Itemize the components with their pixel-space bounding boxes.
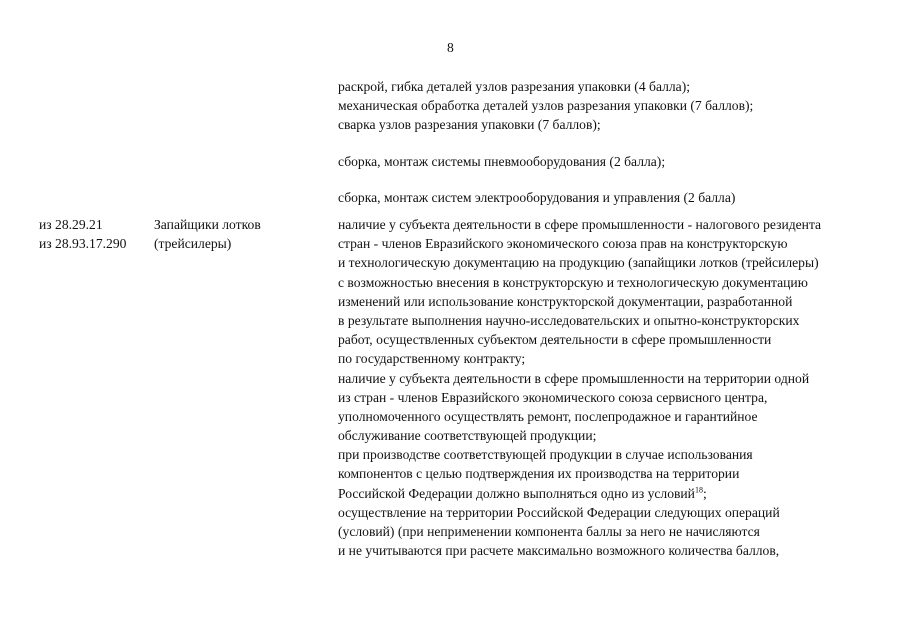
requirement-line: сборка, монтаж систем электрооборудования и управления (2 балла) xyxy=(338,189,736,205)
requirement-line: изменений или использование конструкторской документации, разработанной xyxy=(338,293,793,309)
requirement-line: раскрой, гибка деталей узлов разрезания упаковки (4 балла); xyxy=(338,79,691,94)
requirement-line: стран - членов Евразийского экономического союза прав на конструкторскую xyxy=(338,236,788,252)
product-code: из 28.93.17.290 xyxy=(39,236,127,252)
requirement-line: сборка, монтаж системы пневмооборудования (2 балла); xyxy=(338,153,666,169)
requirement-line: и технологическую документацию на продукцию (запайщики лотков (трейсилеры) xyxy=(338,255,819,271)
requirement-line: (условий) (при неприменении компонента баллы за него не начисляются xyxy=(338,524,760,539)
footnote-ref: 18 xyxy=(694,485,703,495)
continued-requirements xyxy=(338,77,898,207)
requirement-line: в результате выполнения научно-исследовательских и опытно-конструкторских xyxy=(338,312,800,328)
product-code-cell xyxy=(39,215,151,253)
requirement-line: с возможностью внесения в конструкторскую и технологическую документацию xyxy=(338,274,808,290)
requirements-cell xyxy=(338,215,898,560)
requirement-line: наличие у субъекта деятельности в сфере промышленности - налогового резидента xyxy=(338,217,822,232)
requirement-line: работ, осуществленных субъектом деятельности в сфере промышленности xyxy=(338,332,772,348)
requirement-line: по государственному контракту; xyxy=(338,351,526,367)
requirement-line: механическая обработка деталей узлов разрезания упаковки (7 баллов); xyxy=(338,98,754,114)
product-name-cell xyxy=(154,215,324,253)
product-code: из 28.29.21 xyxy=(39,217,103,232)
requirement-text: Российской Федерации должно выполняться одно из условий xyxy=(338,485,695,501)
page-number: 8 xyxy=(447,40,454,55)
requirement-line: сварка узлов разрезания упаковки (7 баллов); xyxy=(338,117,601,133)
requirement-line: компонентов с целью подтверждения их производства на территории xyxy=(338,466,740,482)
requirement-line: и не учитываются при расчете максимально возможного количества баллов, xyxy=(338,543,780,559)
requirement-line xyxy=(338,484,898,503)
requirement-line: уполномоченного осуществлять ремонт, послепродажное и гарантийное xyxy=(338,408,758,424)
requirement-line: обслуживание соответствующей продукции; xyxy=(338,428,597,444)
requirement-line: при производстве соответствующей продукции в случае использования xyxy=(338,447,753,463)
requirement-line: наличие у субъекта деятельности в сфере промышленности на территории одной xyxy=(338,370,810,386)
requirement-line: из стран - членов Евразийского экономического союза сервисного центра, xyxy=(338,389,768,405)
requirement-suffix: ; xyxy=(702,485,707,501)
product-name-line: (трейсилеры) xyxy=(154,236,232,252)
requirement-line: осуществление на территории Российской Федерации следующих операций xyxy=(338,504,780,520)
product-name-line: Запайщики лотков xyxy=(154,217,261,232)
